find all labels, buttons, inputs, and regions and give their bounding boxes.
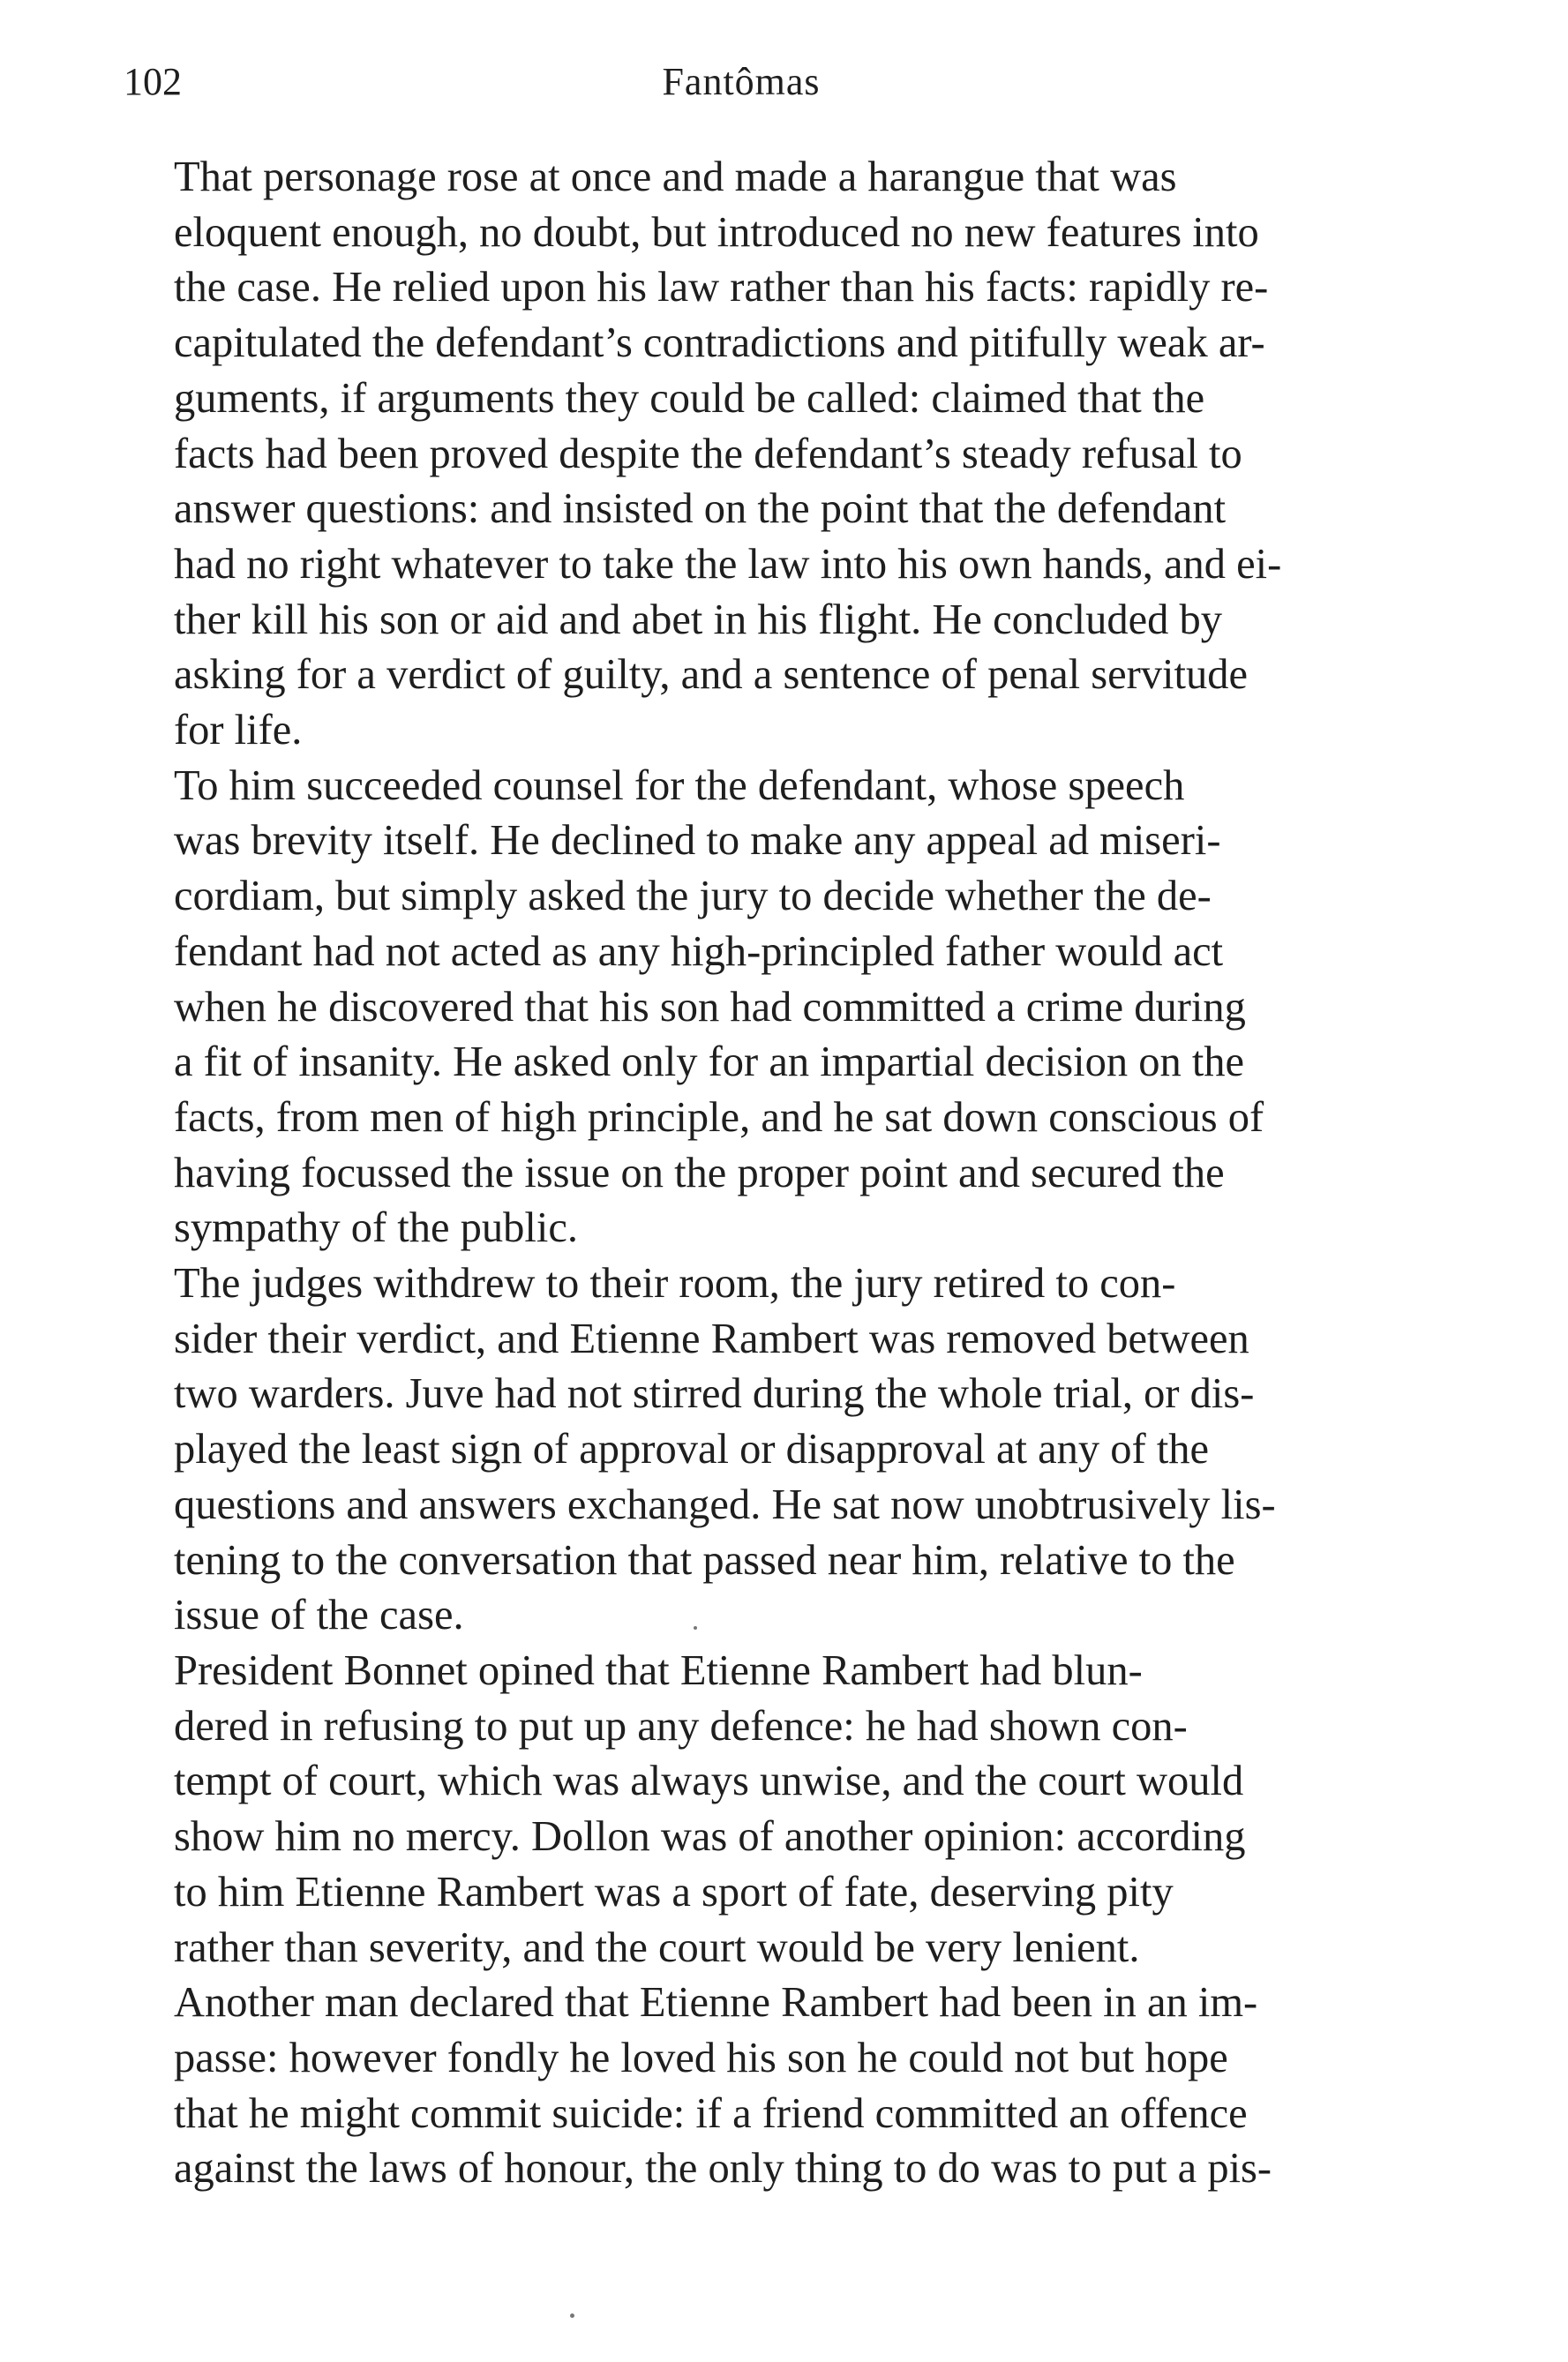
- body-text: [124, 150, 1359, 2197]
- text-line: The judges withdrew to their room, the jury retired to con-: [174, 1260, 1176, 1308]
- text-line: had no right whatever to take the law into his own hands, and ei-: [174, 540, 1282, 588]
- text-line: sider their verdict, and Etienne Rambert was removed between: [174, 1315, 1249, 1362]
- text-line: passe: however fondly he loved his son he could not but hope: [174, 2034, 1228, 2081]
- book-title: Fantômas: [662, 60, 821, 103]
- text-line: the case. He relied upon his law rather than his facts: rapidly re-: [174, 264, 1269, 311]
- page-number: 102: [124, 60, 182, 103]
- text-line: that he might commit suicide: if a friend committed an offence: [174, 2089, 1248, 2137]
- text-line: facts, from men of high principle, and he sat down conscious of: [174, 1093, 1264, 1141]
- text-line: facts had been proved despite the defendant’s steady refusal to: [174, 430, 1242, 477]
- text-line: To him succeeded counsel for the defendant, whose speech: [174, 761, 1185, 809]
- text-line: Another man declared that Etienne Rambert had been in an im-: [174, 1979, 1258, 2027]
- text-line: answer questions: and insisted on the point that the defendant: [174, 485, 1227, 533]
- text-line: rather than severity, and the court would be very lenient.: [174, 1923, 1140, 1971]
- text-line: two warders. Juve had not stirred during the whole trial, or dis-: [174, 1370, 1255, 1418]
- text-line: asking for a verdict of guilty, and a sentence of penal servitude: [174, 651, 1248, 699]
- text-line: eloquent enough, no doubt, but introduced no new features into: [174, 208, 1259, 256]
- paragraph-3: [124, 1256, 1359, 1644]
- text-line: tempt of court, which was always unwise, and the court would: [174, 1758, 1244, 1805]
- text-line: capitulated the defendant’s contradictions and pitifully weak ar-: [174, 319, 1265, 367]
- text-line: questions and answers exchanged. He sat now unobtrusively lis-: [174, 1481, 1276, 1528]
- text-line: to him Etienne Rambert was a sport of fate, deserving pity: [174, 1868, 1174, 1916]
- text-line: cordiam, but simply asked the jury to decide whether the de-: [174, 873, 1212, 920]
- text-line: against the laws of honour, the only thing to do was to put a pis-: [174, 2145, 1272, 2193]
- running-head: [124, 51, 1359, 113]
- text-line: guments, if arguments they could be called: claimed that the: [174, 374, 1205, 422]
- text-line: fendant had not acted as any high-principled father would act: [174, 927, 1224, 975]
- text-line: sympathy of the public.: [174, 1204, 578, 1252]
- text-line: ther kill his son or aid and abet in his flight. He concluded by: [174, 596, 1223, 643]
- scan-dot: [570, 2313, 574, 2318]
- text-line: issue of the case.: [174, 1592, 464, 1639]
- scan-dot: [694, 1626, 697, 1630]
- text-line: President Bonnet opined that Etienne Rambert had blun-: [174, 1646, 1143, 1694]
- text-line: That personage rose at once and made a harangue that was: [174, 154, 1177, 200]
- paragraph-2: [124, 759, 1359, 1256]
- text-line: dered in refusing to put up any defence: he had shown con-: [174, 1702, 1188, 1750]
- paragraph-4: [124, 1644, 1359, 2197]
- text-line: for life.: [174, 707, 303, 754]
- text-line: when he discovered that his son had committed a crime during: [174, 983, 1246, 1031]
- text-line: a fit of insanity. He asked only for an impartial decision on the: [174, 1039, 1245, 1086]
- text-line: show him no mercy. Dollon was of another opinion: according: [174, 1813, 1246, 1861]
- text-line: tening to the conversation that passed near him, relative to the: [174, 1536, 1235, 1584]
- text-line: was brevity itself. He declined to make any appeal ad miseri-: [174, 817, 1221, 865]
- paragraph-1: [124, 150, 1359, 759]
- text-line: played the least sign of approval or disapproval at any of the: [174, 1426, 1210, 1473]
- text-line: having focussed the issue on the proper point and secured the: [174, 1149, 1225, 1196]
